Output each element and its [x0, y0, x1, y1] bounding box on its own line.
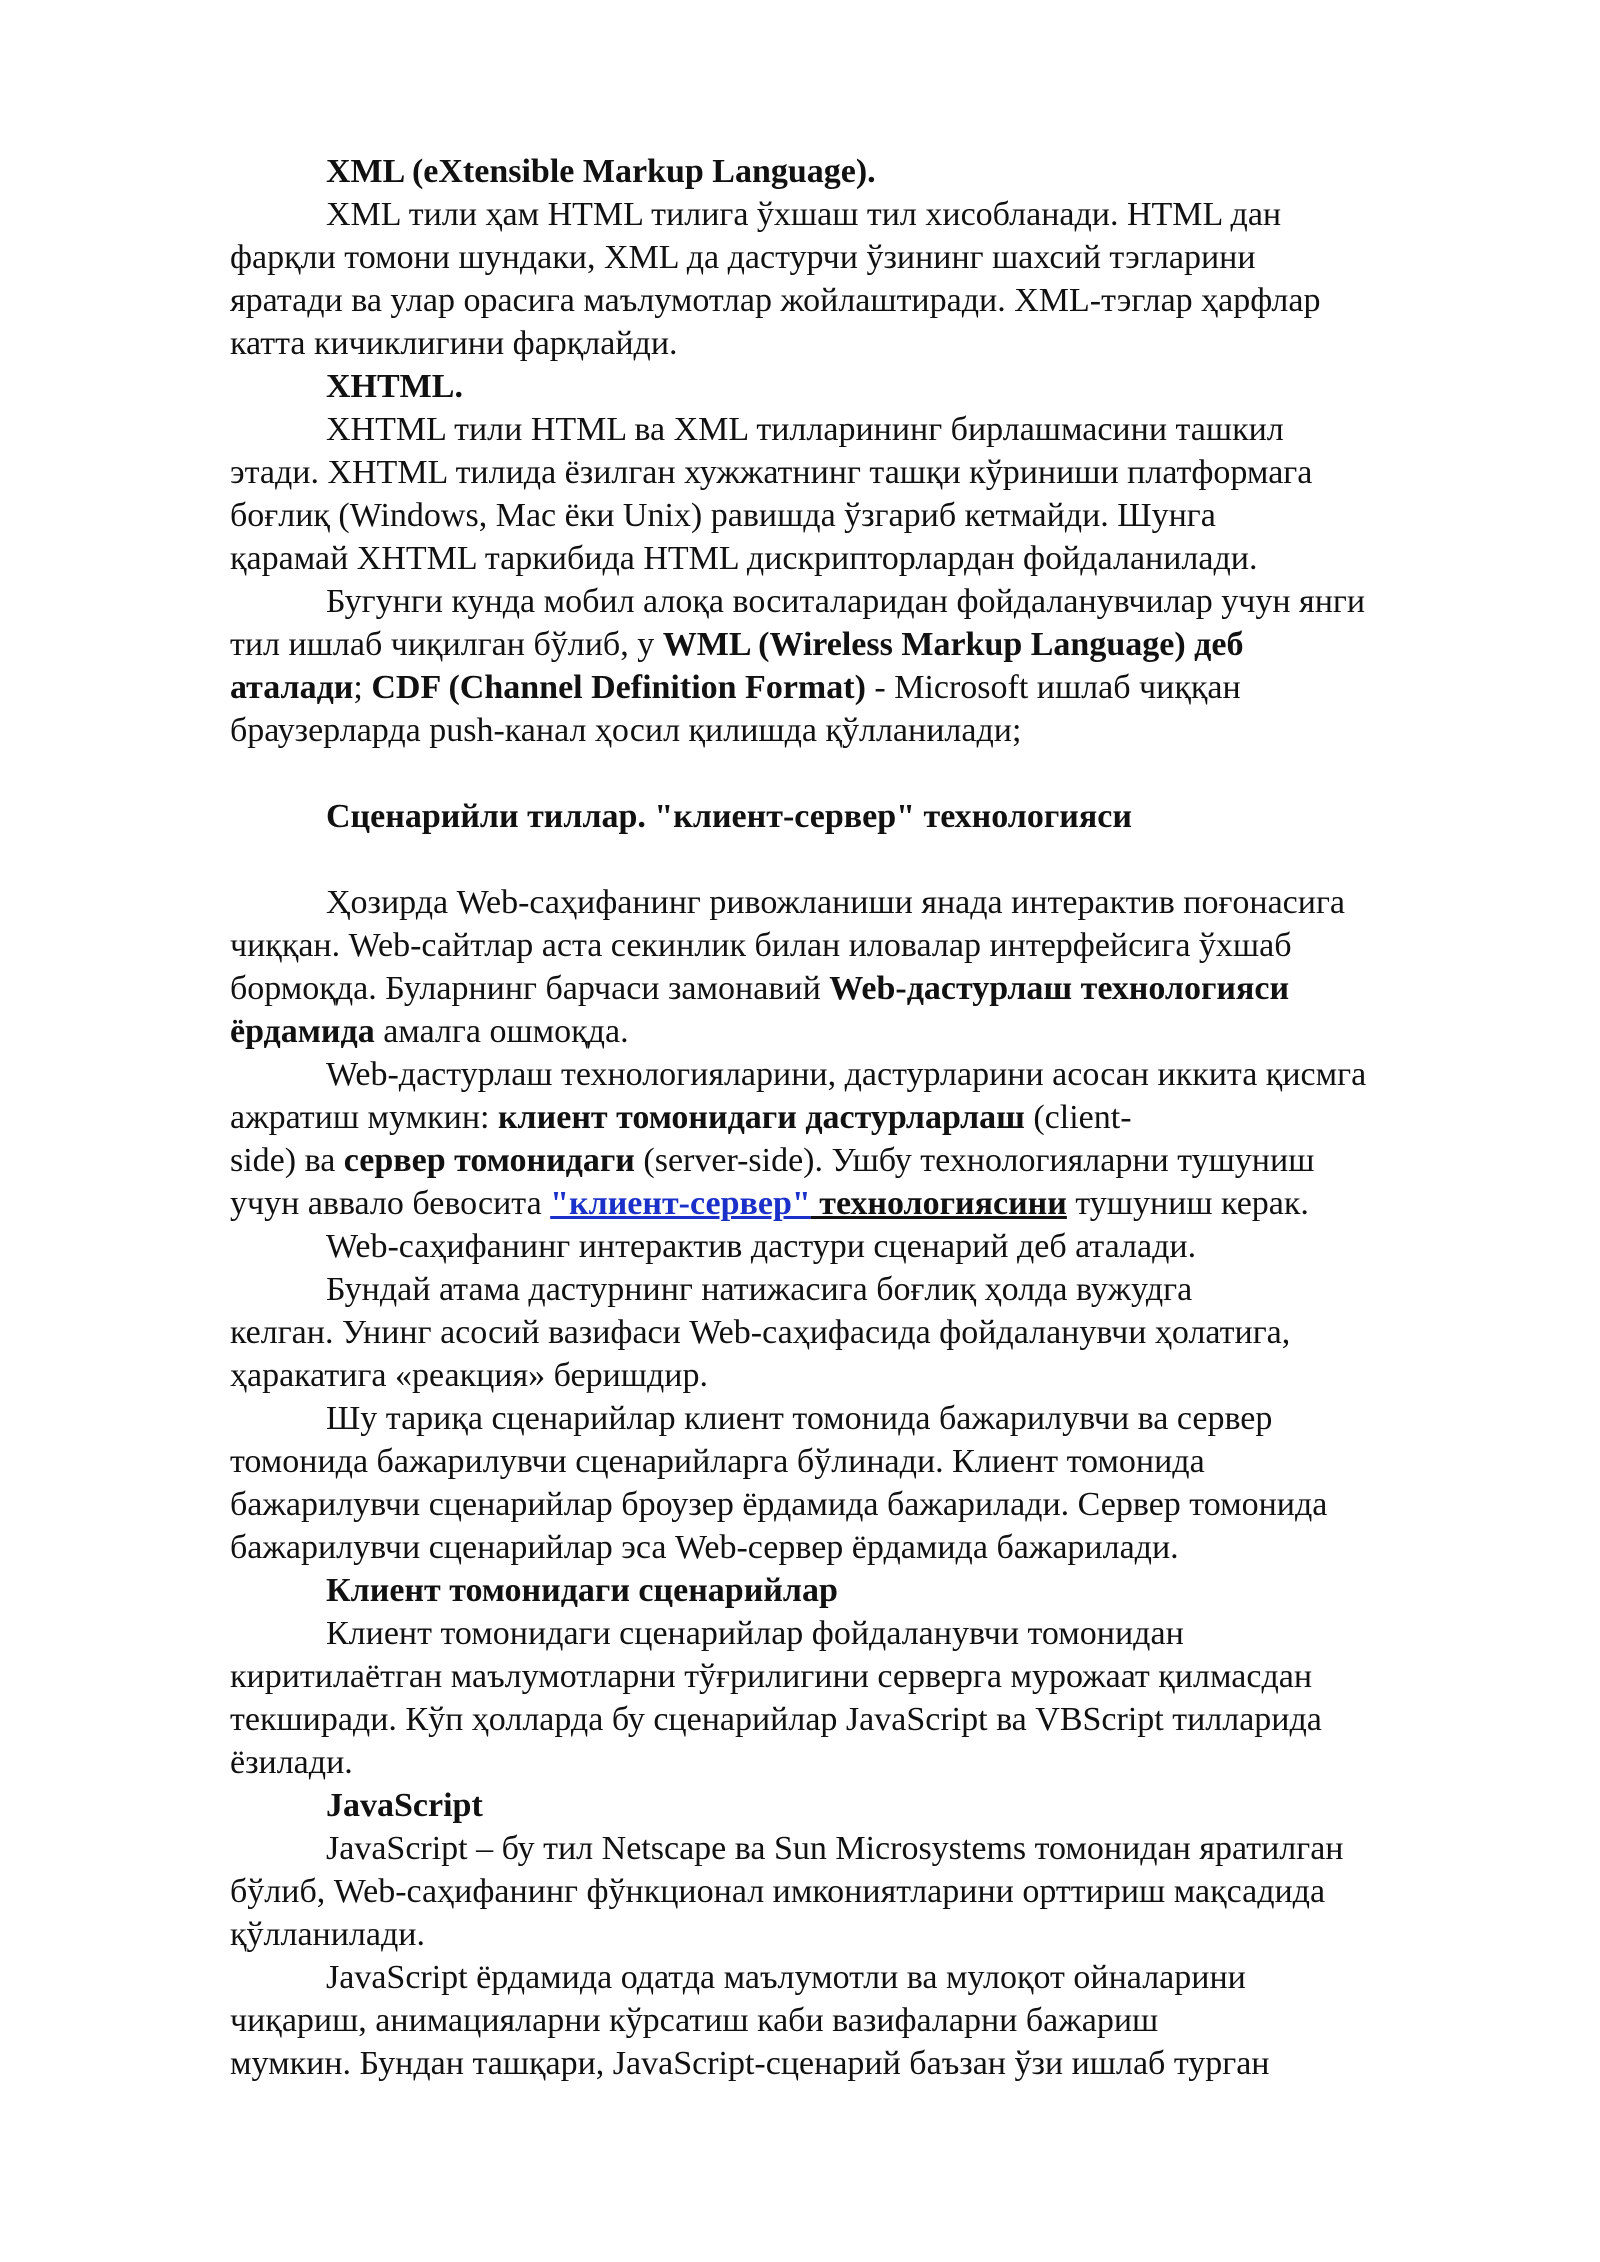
client-line-3: текширади. Кўп ҳолларда бу сценарийлар JavaScript ва VBScript тилларида: [230, 1701, 1322, 1738]
blank-line: [230, 838, 1480, 881]
client-server-link[interactable]: "клиент-сервер": [550, 1185, 811, 1222]
js-p1-line-3: қўлланилади.: [230, 1916, 425, 1953]
scenario-p2-line-2: ажратиш мумкин: клиент томонидаги дастурларлаш (client-: [230, 1099, 1132, 1136]
scenario-p5-line-2: томонида бажарилувчи сценарийларга бўлинади. Клиент томонида: [230, 1443, 1205, 1480]
scenario-p5-line-4: бажарилувчи сценарийлар эса Web-сервер ёрдамида бажарилади.: [230, 1529, 1179, 1566]
xml-heading: XML (eXtensible Markup Language).: [326, 153, 876, 190]
xhtml-heading: XHTML.: [326, 368, 463, 405]
scenario-p4-line-1: Бундай атама дастурнинг натижасига боғлиқ ҳолда вужудга: [326, 1271, 1193, 1308]
xhtml-line-4: қарамай XHTML таркибида HTML дискрипторлардан фойдаланилади.: [230, 540, 1258, 577]
xml-line-3: яратади ва улар орасига маълумотлар жойлаштиради. XML-тэглар ҳарфлар: [230, 282, 1321, 319]
scenario-p1-line-3: бормоқда. Буларнинг барчаси замонавий Web-дастурлаш технологияси: [230, 970, 1290, 1007]
scenario-p1-line-1: Ҳозирда Web-саҳифанинг ривожланиши янада интерактив поғонасига: [326, 884, 1346, 921]
xhtml-line-3: боғлиқ (Windows, Mac ёки Unix) равишда ўзгариб кетмайди. Шунга: [230, 497, 1216, 534]
client-line-4: ёзилади.: [230, 1744, 353, 1781]
scenario-p5-line-3: бажарилувчи сценарийлар броузер ёрдамида бажарилади. Сервер томонида: [230, 1486, 1328, 1523]
mobile-line-1: Бугунги кунда мобил алоқа воситаларидан фойдаланувчилар учун янги: [326, 583, 1366, 620]
xml-line-1: XML тили ҳам HTML тилига ўхшаш тил хисобланади. HTML дан: [326, 196, 1282, 233]
scenario-p3: Web-саҳифанинг интерактив дастури сценарий деб аталади.: [326, 1228, 1197, 1265]
xhtml-line-2: этади. XHTML тилида ёзилган хужжатнинг ташқи кўриниши платформага: [230, 454, 1313, 491]
mobile-line-2: тил ишлаб чиқилган бўлиб, у WML (Wireless Markup Language) деб: [230, 626, 1244, 663]
js-heading: JavaScript: [326, 1787, 483, 1824]
scenario-p4-line-2: келган. Унинг асосий вазифаси Web-саҳифасида фойдаланувчи ҳолатига,: [230, 1314, 1291, 1351]
js-p2-line-3: мумкин. Бундан ташқари, JavaScript-сценарий баъзан ўзи ишлаб турган: [230, 2045, 1270, 2082]
js-p1-line-1: JavaScript – бу тил Netscape ва Sun Microsystems томонидан яратилган: [326, 1830, 1344, 1867]
technology-link[interactable]: технологиясини: [810, 1185, 1067, 1222]
js-p2-line-1: JavaScript ёрдамида одатда маълумотли ва мулоқот ойналарини: [326, 1959, 1246, 1996]
mobile-line-4: браузерларда push-канал ҳосил қилишда қўлланилади;: [230, 712, 1022, 749]
js-p2-line-2: чиқариш, анимацияларни кўрсатиш каби вазифаларни бажариш: [230, 2002, 1159, 2039]
scenario-p1-line-2: чиққан. Web-сайтлар аста секинлик билан иловалар интерфейсига ўхшаб: [230, 927, 1292, 964]
js-p1-line-2: бўлиб, Web-саҳифанинг фўнкционал имкониятларини орттириш мақсадида: [230, 1873, 1326, 1910]
xhtml-line-1: XHTML тили HTML ва XML тилларининг бирлашмасини ташкил: [326, 411, 1284, 448]
document-page: [230, 150, 1480, 2085]
scenario-p2-line-4: учун аввало бевосита "клиент-сервер" технологиясини тушуниш керак.: [230, 1185, 1309, 1222]
scenario-p4-line-3: ҳаракатига «реакция» беришдир.: [230, 1357, 708, 1394]
xml-line-2: фарқли томони шундаки, XML да дастурчи ўзининг шахсий тэгларини: [230, 239, 1256, 276]
scenario-p5-line-1: Шу тариқа сценарийлар клиент томонида бажарилувчи ва сервер: [326, 1400, 1273, 1437]
client-line-1: Клиент томонидаги сценарийлар фойдаланувчи томонидан: [326, 1615, 1184, 1652]
xml-line-4: катта кичиклигини фарқлайди.: [230, 325, 678, 362]
client-heading: Клиент томонидаги сценарийлар: [326, 1572, 838, 1609]
scenario-p2-line-3: side) ва сервер томонидаги (server-side). Ушбу технологияларни тушуниш: [230, 1142, 1315, 1179]
scenario-p2-line-1: Web-дастурлаш технологияларини, дастурларини асосан иккита қисмга: [326, 1056, 1367, 1093]
client-line-2: киритилаётган маълумотларни тўғрилигини серверга мурожаат қилмасдан: [230, 1658, 1313, 1695]
scenario-p1-line-4: ёрдамида амалга ошмоқда.: [230, 1013, 629, 1050]
scenario-heading: Сценарийли тиллар. "клиент-сервер" технологияси: [326, 798, 1132, 835]
mobile-line-3: аталади; CDF (Channel Definition Format) - Microsoft ишлаб чиққан: [230, 669, 1241, 706]
blank-line: [230, 752, 1480, 795]
